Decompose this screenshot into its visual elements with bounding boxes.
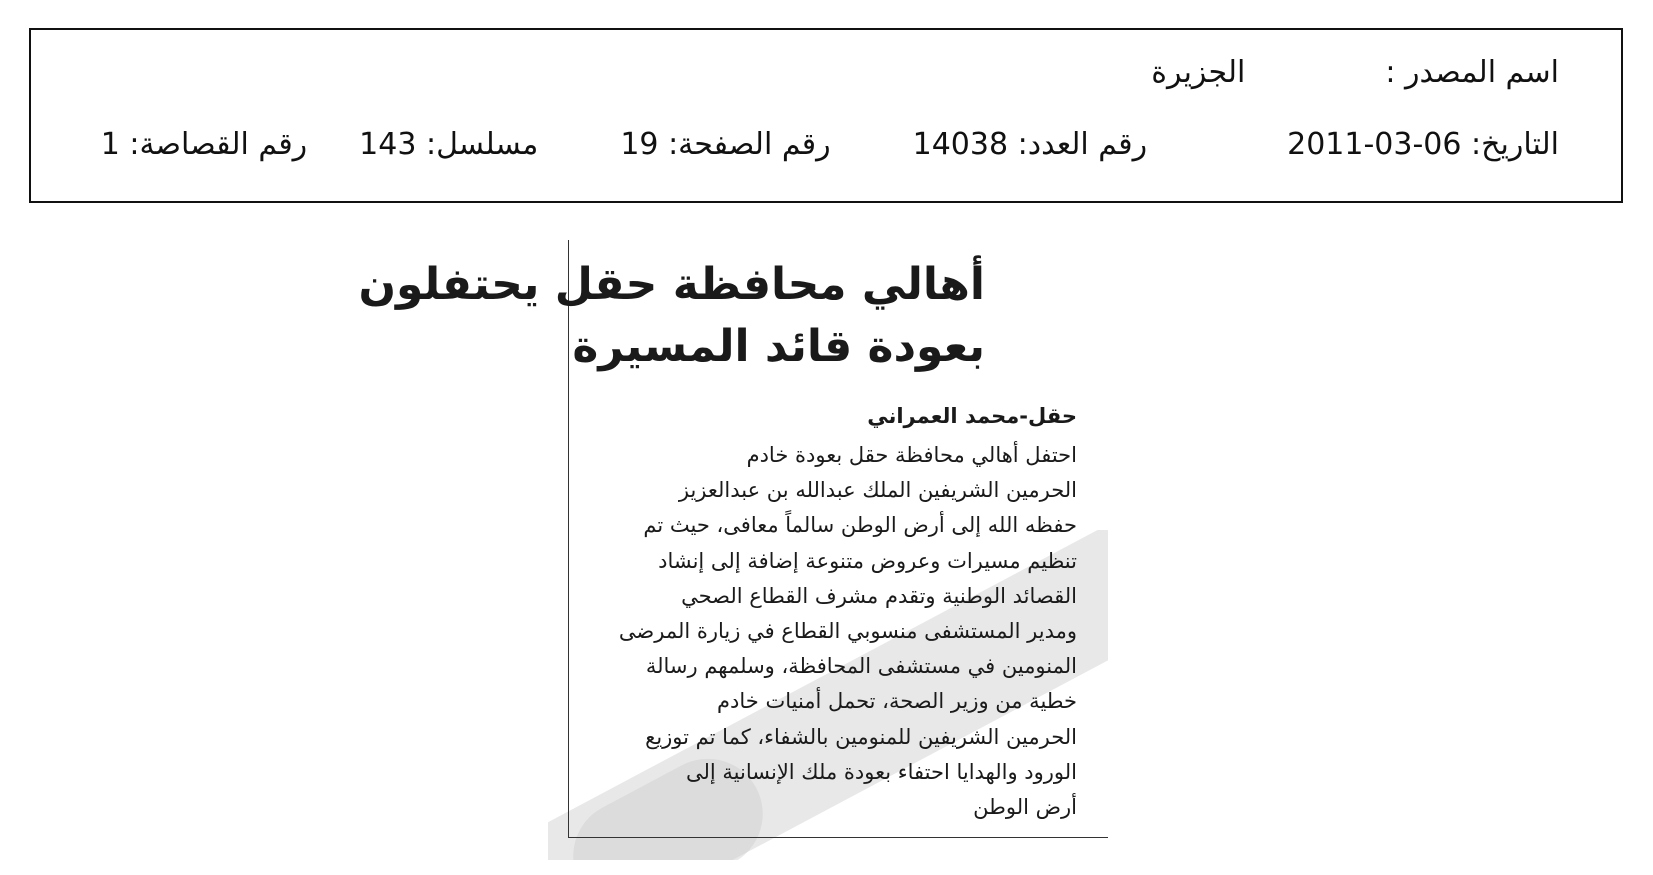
clipping-info-box	[29, 28, 1623, 203]
source-line	[1151, 55, 1559, 90]
source-label: اسم المصدر :	[1385, 55, 1559, 90]
headline-line: بعودة قائد المسيرة	[572, 321, 985, 372]
headline-line: أهالي محافظة حقل يحتفلون	[358, 259, 985, 310]
body-line: أرض الوطن	[973, 795, 1077, 820]
page-value: 19	[620, 127, 659, 162]
body-line: خطية من وزير الصحة، تحمل أمنيات خادم	[717, 689, 1077, 714]
issue-label: رقم العدد:	[1017, 127, 1148, 162]
clipping-bottom-rule	[568, 837, 1108, 838]
body-line: القصائد الوطنية وتقدم مشرف القطاع الصحي	[681, 583, 1077, 608]
body-line: المنومين في مستشفى المحافظة، وسلمهم رسالة	[645, 654, 1077, 679]
body-line: الورود والهدايا احتفاء بعودة ملك الإنسانية إلى	[685, 759, 1077, 784]
body-line: الحرمين الشريفين للمنومين بالشفاء، كما تم توزيع	[645, 724, 1077, 749]
body-line: الحرمين الشريفين الملك عبدالله بن عبدالعزيز	[678, 478, 1077, 503]
clip-value: 1	[100, 127, 120, 162]
source-value: الجزيرة	[1151, 55, 1246, 90]
body-line: تنظيم مسيرات وعروض متنوعة إضافة إلى إنشاد	[658, 548, 1077, 573]
body-line: حفظه الله إلى أرض الوطن سالماً معافى، حيث تم	[643, 513, 1077, 538]
details-line	[100, 127, 1559, 162]
issue-value: 14038	[912, 127, 1009, 162]
clip-label: رقم القصاصة:	[129, 127, 308, 162]
article-headline	[358, 254, 985, 378]
article-body	[577, 438, 1077, 825]
body-line: احتفل أهالي محافظة حقل بعودة خادم	[746, 443, 1077, 467]
date-value: 2011-03-06	[1287, 127, 1462, 162]
body-line: ومدير المستشفى منسوبي القطاع في زيارة المرضى	[618, 619, 1077, 644]
date-label: التاريخ:	[1471, 127, 1559, 162]
serial-label: مسلسل:	[425, 127, 539, 162]
article-byline: حقل-محمد العمراني	[867, 404, 1077, 428]
page-label: رقم الصفحة:	[668, 127, 831, 162]
serial-value: 143	[359, 127, 417, 162]
